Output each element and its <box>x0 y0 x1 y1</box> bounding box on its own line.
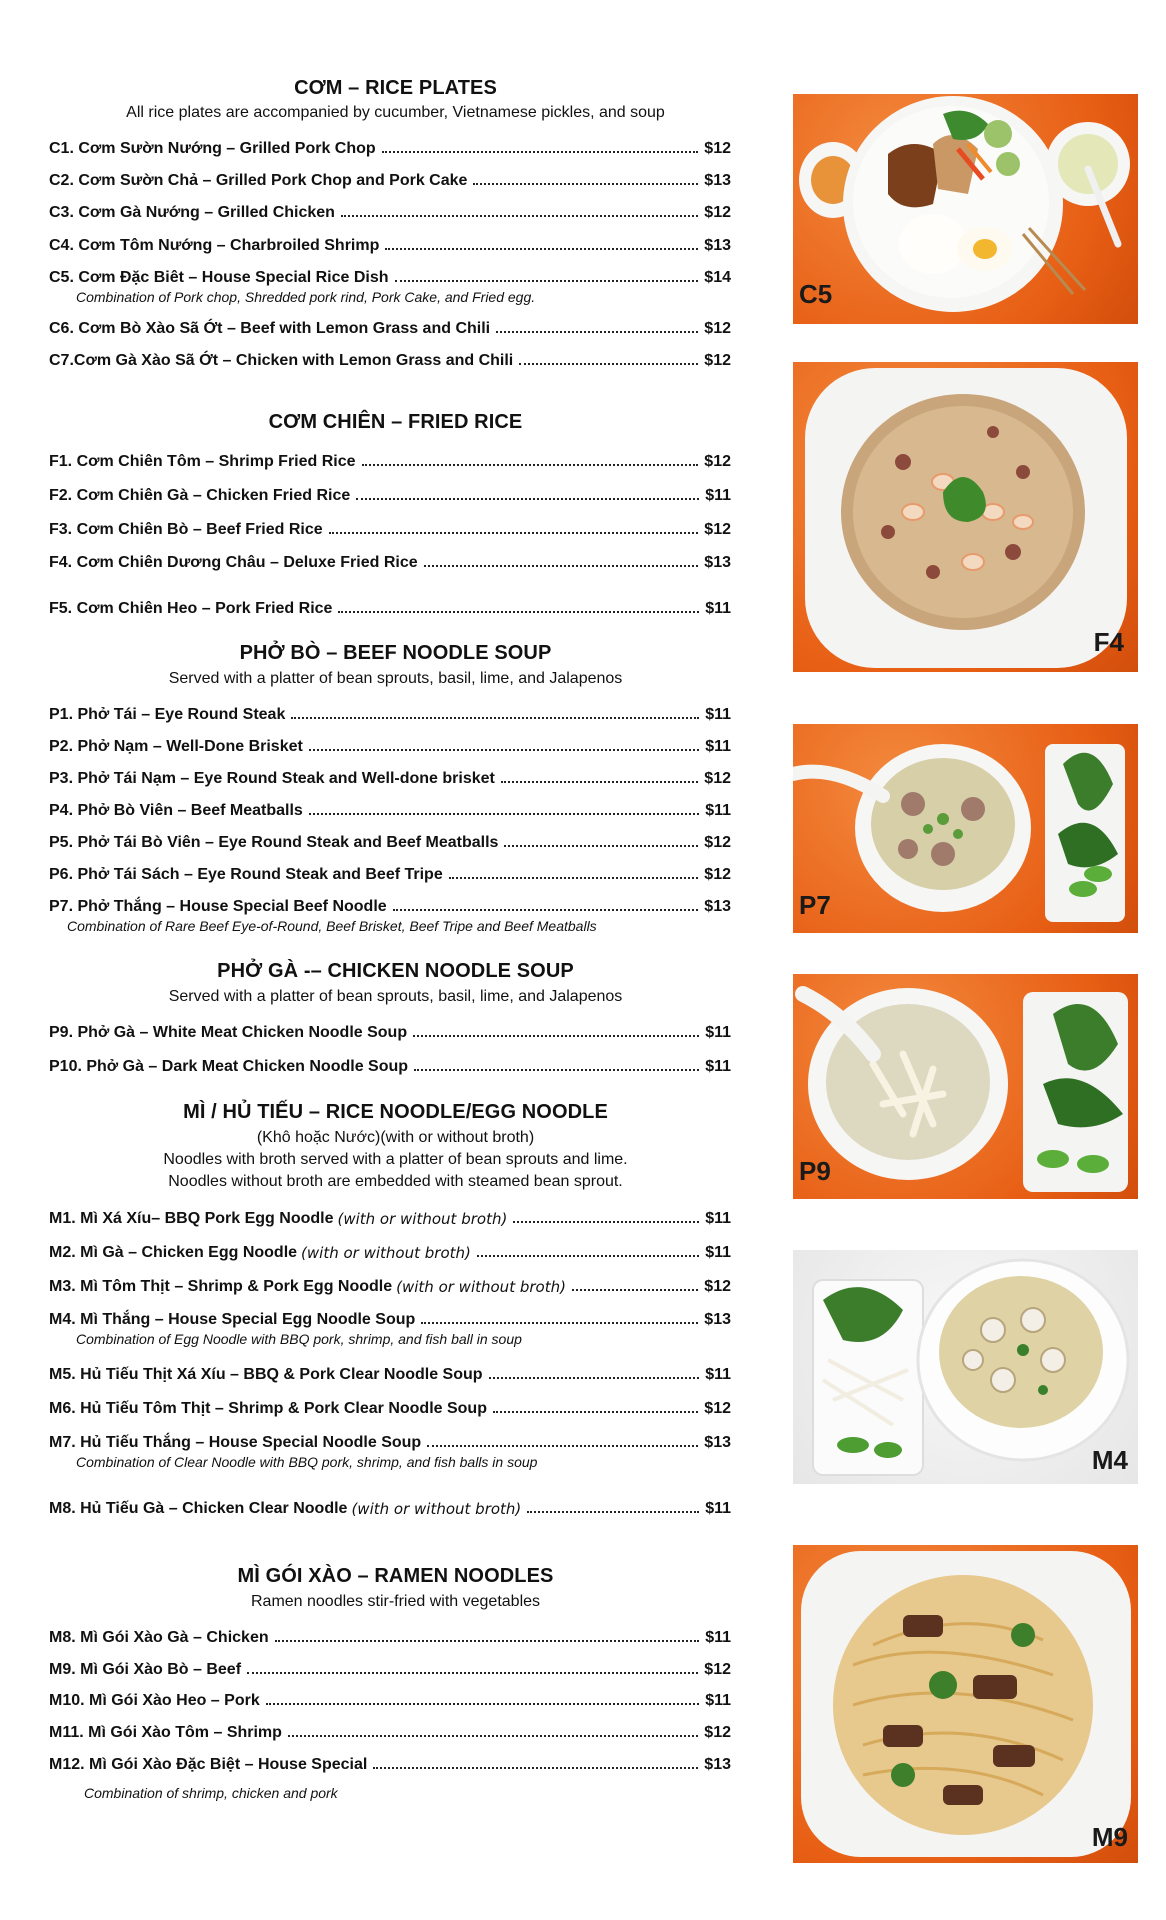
leader-dots <box>427 1445 698 1447</box>
leader-dots <box>489 1377 700 1379</box>
item-price: $12 <box>704 834 731 851</box>
chicken-pho-illustration <box>793 974 1138 1199</box>
item-price: $12 <box>704 140 731 157</box>
item-note: (with or without broth) <box>396 1278 566 1296</box>
leader-dots <box>504 845 698 847</box>
menu-item-p5[interactable] <box>49 830 731 852</box>
photo-label-m4: M4 <box>1091 1445 1128 1475</box>
leader-dots <box>393 909 699 911</box>
item-price: $13 <box>704 1434 731 1451</box>
leader-dots <box>527 1511 699 1513</box>
item-name: P10. Phở Gà – Dark Meat Chicken Noodle Soup <box>49 1058 409 1075</box>
menu-item-p7[interactable] <box>49 894 731 916</box>
item-name: M5. Hủ Tiếu Thịt Xá Xíu – BBQ & Pork Clear Noodle Soup <box>49 1366 483 1383</box>
item-price: $11 <box>705 1629 731 1646</box>
item-note: (with or without broth) <box>301 1244 471 1262</box>
item-name: C5. Cơm Đặc Biêt – House Special Rice Dish <box>49 269 389 286</box>
item-name: C6. Cơm Bò Xào Sã Ớt – Beef with Lemon Grass and Chili <box>49 320 491 337</box>
leader-dots <box>341 215 698 217</box>
menu-item-f5[interactable] <box>49 596 731 618</box>
photo-label-c5: C5 <box>799 279 833 309</box>
section-subtitle-chicken-pho: Served with a platter of bean sprouts, basil, lime, and Jalapenos <box>168 988 623 1005</box>
item-price: $11 <box>705 1366 731 1383</box>
item-name: M10. Mì Gói Xào Heo – Pork <box>49 1692 260 1709</box>
leader-dots <box>329 532 699 534</box>
item-price: $11 <box>705 1058 731 1075</box>
menu-item-ramen-m12[interactable] <box>49 1752 731 1774</box>
item-price: $11 <box>705 738 731 755</box>
leader-dots <box>382 151 699 153</box>
item-note: (with or without broth) <box>337 1210 508 1228</box>
item-name: M9. Mì Gói Xào Bò – Beef <box>49 1661 242 1678</box>
leader-dots <box>501 781 698 783</box>
menu-item-p4[interactable] <box>49 798 731 820</box>
photo-label-f4: F4 <box>1093 627 1124 657</box>
rice-plate-illustration <box>793 94 1138 324</box>
section-subtitle-ramen: Ramen noodles stir-fried with vegetables <box>250 1593 541 1610</box>
item-name: M3. Mì Tôm Thịt – Shrimp & Pork Egg Noodle <box>49 1278 393 1295</box>
menu-item-p6[interactable] <box>49 862 731 884</box>
leader-dots <box>493 1411 698 1413</box>
egg-noodle-soup-illustration <box>793 1250 1138 1484</box>
item-price: $13 <box>704 237 731 254</box>
leader-dots <box>356 498 699 500</box>
item-price: $12 <box>704 1724 731 1741</box>
item-price: $11 <box>705 1024 731 1041</box>
section-title-ramen: MÌ GÓI XÀO – RAMEN NOODLES <box>237 1565 554 1587</box>
item-name: M6. Hủ Tiếu Tôm Thịt – Shrimp & Pork Clear Noodle Soup <box>49 1400 487 1417</box>
item-name: M8. Hủ Tiếu Gà – Chicken Clear Noodle <box>49 1500 348 1517</box>
photo-m9-ramen <box>793 1545 1138 1863</box>
item-price: $11 <box>705 1210 731 1227</box>
photo-p7-beef-pho <box>793 724 1138 933</box>
leader-dots <box>449 877 699 879</box>
item-name: P1. Phở Tái – Eye Round Steak <box>49 706 286 723</box>
item-name: P5. Phở Tái Bò Viên – Eye Round Steak and Beef Meatballs <box>49 834 499 851</box>
item-price: $12 <box>704 866 731 883</box>
item-name: C2. Cơm Sườn Chả – Grilled Pork Chop and Pork Cake <box>49 172 468 189</box>
item-price: $11 <box>705 706 731 723</box>
photo-label-p9: P9 <box>799 1156 831 1186</box>
leader-dots <box>288 1735 698 1737</box>
leader-dots <box>309 813 699 815</box>
item-name: M11. Mì Gói Xào Tôm – Shrimp <box>49 1724 282 1741</box>
leader-dots <box>247 1672 698 1674</box>
item-description-m4: Combination of Egg Noodle with BBQ pork, shrimp, and fish ball in soup <box>76 1331 522 1347</box>
photo-label-p7: P7 <box>799 890 831 920</box>
menu-item-c5[interactable] <box>49 265 731 287</box>
item-price: $12 <box>704 1400 731 1417</box>
leader-dots <box>373 1767 698 1769</box>
item-price: $11 <box>705 1692 731 1709</box>
menu-item-f4[interactable] <box>49 550 731 572</box>
item-name: M4. Mì Thắng – House Special Egg Noodle Soup <box>49 1311 416 1328</box>
menu-item-ramen-m8[interactable] <box>49 1625 731 1647</box>
photo-label-m9: M9 <box>1091 1822 1128 1852</box>
menu-item-m8-chicken-clear[interactable] <box>49 1496 731 1518</box>
item-price: $11 <box>705 600 731 617</box>
menu-item-p3[interactable] <box>49 766 731 788</box>
fried-rice-illustration <box>793 362 1138 672</box>
photo-c5-rice-plate <box>793 94 1138 324</box>
item-name: C7.Cơm Gà Xào Sã Ớt – Chicken with Lemon Grass and Chili <box>49 352 514 369</box>
ramen-illustration <box>793 1545 1138 1863</box>
item-note: (with or without broth) <box>351 1500 522 1518</box>
photo-p9-chicken-pho <box>793 974 1138 1199</box>
item-name: M1. Mì Xá Xíu– BBQ Pork Egg Noodle <box>49 1210 334 1227</box>
section-title-noodles: MÌ / HỦ TIẾU – RICE NOODLE/EGG NOODLE <box>183 1101 608 1123</box>
item-description-m7: Combination of Clear Noodle with BBQ pork, shrimp, and fish balls in soup <box>76 1454 538 1470</box>
section-title-chicken-pho: PHỞ GÀ -– CHICKEN NOODLE SOUP <box>217 960 574 982</box>
item-price: $11 <box>705 487 731 504</box>
menu-item-p1[interactable] <box>49 702 731 724</box>
beef-pho-illustration <box>793 724 1138 933</box>
leader-dots <box>496 331 698 333</box>
leader-dots <box>414 1069 699 1071</box>
leader-dots <box>421 1322 698 1324</box>
section-subtitle-noodles-1: (Khô hoặc Nước)(with or without broth) <box>256 1129 535 1146</box>
item-name: C3. Cơm Gà Nướng – Grilled Chicken <box>49 204 335 221</box>
item-name: P4. Phở Bò Viên – Beef Meatballs <box>49 802 303 819</box>
item-name: M8. Mì Gói Xào Gà – Chicken <box>49 1629 269 1646</box>
item-price: $12 <box>704 352 731 369</box>
item-name: F1. Cơm Chiên Tôm – Shrimp Fried Rice <box>49 453 356 470</box>
menu-item-ramen-m11[interactable] <box>49 1720 731 1742</box>
leader-dots <box>275 1640 700 1642</box>
section-subtitle-rice-plates: All rice plates are accompanied by cucumber, Vietnamese pickles, and soup <box>126 104 665 121</box>
item-price: $13 <box>704 554 731 571</box>
item-name: F2. Cơm Chiên Gà – Chicken Fried Rice <box>49 487 351 504</box>
menu-item-m6[interactable] <box>49 1396 731 1418</box>
item-price: $12 <box>704 204 731 221</box>
item-price: $12 <box>704 320 731 337</box>
menu-item-c6[interactable] <box>49 316 731 338</box>
menu-item-p9[interactable] <box>49 1020 731 1042</box>
item-name: C1. Cơm Sườn Nướng – Grilled Pork Chop <box>49 140 376 157</box>
leader-dots <box>362 464 699 466</box>
photo-f4-fried-rice <box>793 362 1138 672</box>
item-price: $12 <box>704 770 731 787</box>
leader-dots <box>519 363 698 365</box>
menu-item-m2[interactable] <box>49 1240 731 1262</box>
item-name: P3. Phở Tái Nạm – Eye Round Steak and Well-done brisket <box>49 770 495 787</box>
item-price: $12 <box>704 521 731 538</box>
menu-item-m4[interactable] <box>49 1307 731 1329</box>
section-title-beef-pho: PHỞ BÒ – BEEF NOODLE SOUP <box>239 642 552 664</box>
item-price: $14 <box>704 269 731 286</box>
menu-item-c1[interactable] <box>49 136 731 158</box>
section-subtitle-noodles-3: Noodles without broth are embedded with steamed bean sprout. <box>168 1173 623 1190</box>
item-name: F4. Cơm Chiên Dương Châu – Deluxe Fried Rice <box>49 554 418 571</box>
item-description-c5: Combination of Pork chop, Shredded pork rind, Pork Cake, and Fried egg. <box>76 289 536 305</box>
item-name: C4. Cơm Tôm Nướng – Charbroiled Shrimp <box>49 237 380 254</box>
item-name: F5. Cơm Chiên Heo – Pork Fried Rice <box>49 600 333 617</box>
item-price: $11 <box>705 1500 731 1517</box>
menu-item-c2[interactable] <box>49 168 731 190</box>
menu-item-c7[interactable] <box>49 348 731 370</box>
leader-dots <box>513 1221 699 1223</box>
menu-item-m1[interactable] <box>49 1206 731 1228</box>
leader-dots <box>385 248 698 250</box>
ramen-footnote: Combination of shrimp, chicken and pork <box>84 1785 338 1801</box>
photo-m4-egg-noodle-soup <box>793 1250 1138 1484</box>
item-name: P7. Phở Thắng – House Special Beef Noodle <box>49 898 387 915</box>
leader-dots <box>291 717 699 719</box>
menu-item-c4[interactable] <box>49 233 731 255</box>
item-name: P2. Phở Nạm – Well-Done Brisket <box>49 738 303 755</box>
item-name: M2. Mì Gà – Chicken Egg Noodle <box>49 1244 298 1261</box>
item-name: M7. Hủ Tiếu Thắng – House Special Noodle Soup <box>49 1434 422 1451</box>
leader-dots <box>395 280 699 282</box>
item-price: $12 <box>704 453 731 470</box>
item-price: $12 <box>704 1278 731 1295</box>
leader-dots <box>473 183 698 185</box>
menu-item-p2[interactable] <box>49 734 731 756</box>
item-price: $13 <box>704 1311 731 1328</box>
menu-item-m5[interactable] <box>49 1362 731 1384</box>
leader-dots <box>413 1035 699 1037</box>
leader-dots <box>338 611 699 613</box>
item-name: F3. Cơm Chiên Bò – Beef Fried Rice <box>49 521 323 538</box>
item-price: $11 <box>705 802 731 819</box>
item-description-p7: Combination of Rare Beef Eye-of-Round, Beef Brisket, Beef Tripe and Beef Meatballs <box>67 918 597 934</box>
menu-item-ramen-m10[interactable] <box>49 1688 731 1710</box>
item-name: P6. Phở Tái Sách – Eye Round Steak and Beef Tripe <box>49 866 443 883</box>
item-price: $13 <box>704 172 731 189</box>
menu-item-c3[interactable] <box>49 200 731 222</box>
item-price: $13 <box>704 898 731 915</box>
item-name: M12. Mì Gói Xào Đặc Biệt – House Special <box>49 1756 368 1773</box>
section-subtitle-noodles-2: Noodles with broth served with a platter of bean sprouts and lime. <box>163 1151 628 1168</box>
leader-dots <box>266 1703 699 1705</box>
item-price: $11 <box>705 1244 731 1261</box>
section-title-rice-plates: CƠM – RICE PLATES <box>294 77 497 99</box>
leader-dots <box>477 1255 699 1257</box>
menu-item-m7[interactable] <box>49 1430 731 1452</box>
leader-dots <box>424 565 699 567</box>
menu-item-m3[interactable] <box>49 1274 731 1296</box>
item-price: $13 <box>704 1756 731 1773</box>
section-subtitle-beef-pho: Served with a platter of bean sprouts, basil, lime, and Jalapenos <box>168 670 623 687</box>
menu-item-f2[interactable] <box>49 483 731 505</box>
menu-item-p10[interactable] <box>49 1054 731 1076</box>
item-name: P9. Phở Gà – White Meat Chicken Noodle Soup <box>49 1024 408 1041</box>
leader-dots <box>572 1289 698 1291</box>
menu-item-f3[interactable] <box>49 517 731 539</box>
leader-dots <box>309 749 699 751</box>
section-title-fried-rice: CƠM CHIÊN – FRIED RICE <box>268 411 523 433</box>
item-price: $12 <box>704 1661 731 1678</box>
menu-item-f1[interactable] <box>49 449 731 471</box>
menu-item-ramen-m9[interactable] <box>49 1657 731 1679</box>
